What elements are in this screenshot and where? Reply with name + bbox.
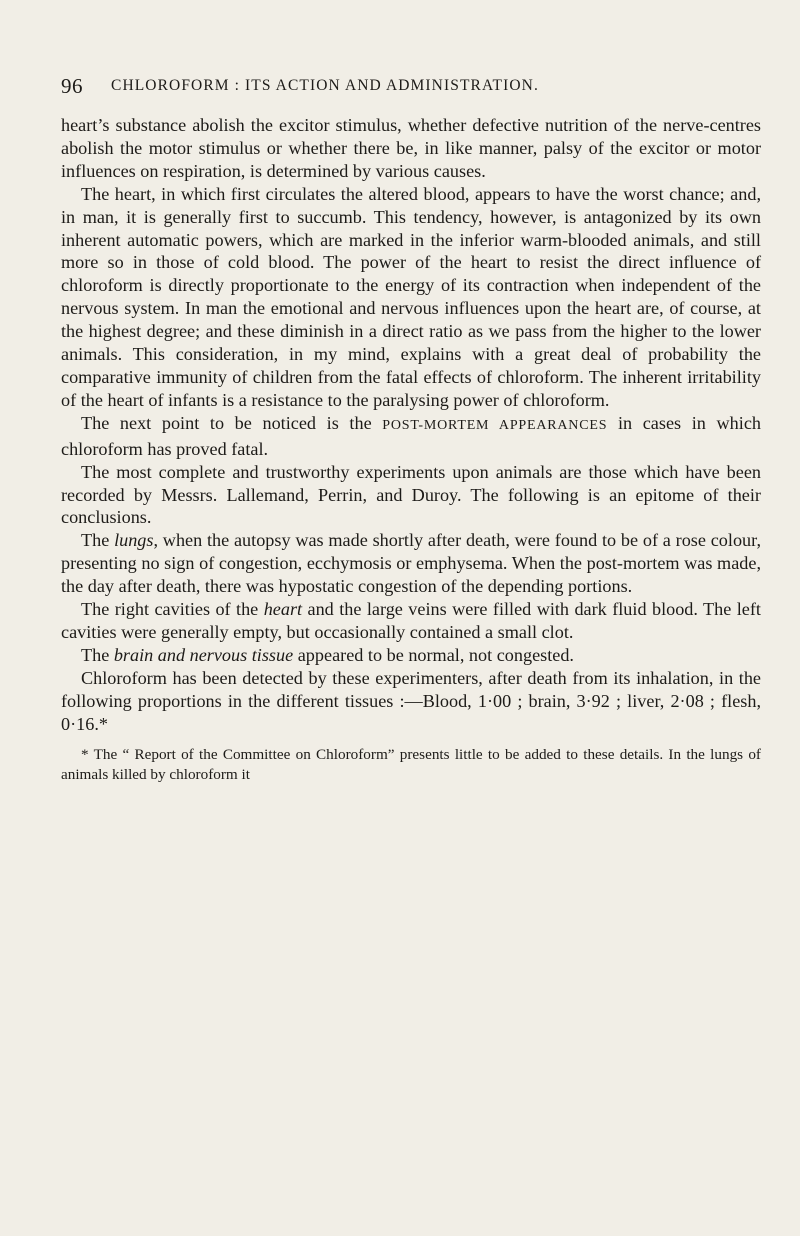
page-number: 96 [61, 74, 83, 98]
paragraph-5-text-b: , when the autopsy was made shortly after death, were found to be of a rose colour, presenting no sign of congestion, ecchymosis or emphysema. When the post-mortem was made, the day after death, there was hypostatic congestion of the depending portions. [61, 530, 762, 597]
paragraph-8: Chloroform has been detected by these experimenters, after death from its inhalation, in the following proportions in the different tissues :—Blood, 1·00 ; brain, 3·92 ; liver, 2·08 ; flesh, 0·16.* [61, 667, 761, 734]
paragraph-2: The heart, in which first circulates the altered blood, appears to have the worst chance; and, in man, it is generally first to succumb. This tendency, however, is antagonized by its own inherent automatic powers, which are marked in the inferior warm-blooded animals, and still more so in those of cold blood. The power of the heart to resist the direct influence of chloroform is directly proportionate to the energy of its contraction when independent of the nervous system. In man the emotional and nervous influences upon the heart are, of course, at the highest degree; and these diminish in a direct ratio as we pass from the higher to the lower animals. This consideration, in my mind, explains with a great deal of probability the comparative immunity of children from the fatal effects of chloroform. The inherent irritability of the heart of infants is a resistance to the paralysing power of chloroform. [61, 183, 761, 410]
paragraph-3 [61, 412, 761, 461]
paragraph-3-text-b: in cases in which chloroform has proved fatal. [61, 412, 761, 459]
paragraph-4: The most complete and trustworthy experiments upon animals are those which have been recorded by Messrs. Lallemand, Perrin, and Duroy. The following is an epitome of their conclusions. [61, 461, 761, 528]
paragraph-7-text-a: The [81, 644, 114, 665]
paragraph-7-text-b: appeared to be normal, not congested. [293, 644, 574, 665]
heart-term: heart [263, 599, 303, 620]
paragraph-7 [61, 644, 761, 667]
paragraph-6-text-b: and the large veins were filled with dark fluid blood. The left cavities were generally empty, but occasionally contained a small clot. [61, 599, 761, 642]
brain-nervous-tissue-term: brain and nervous tissue [113, 644, 294, 665]
paragraph-5-text-a: The [81, 530, 115, 551]
running-head [61, 72, 761, 102]
book-page [61, 72, 761, 785]
paragraph-5 [61, 529, 761, 598]
paragraph-6 [61, 598, 761, 644]
post-mortem-appearances-heading: POST-MORTEM APPEARANCES [382, 417, 608, 433]
body-text [61, 114, 761, 735]
footnote: * The “ Report of the Committee on Chloroform” presents little to be added to these details. In the lungs of animals killed by chloroform it [61, 746, 761, 784]
lungs-term: lungs [114, 530, 154, 551]
paragraph-1: heart’s substance abolish the excitor stimulus, whether defective nutrition of the nerve-centres abolish the motor stimulus or whether there be, in like manner, palsy of the excitor or motor influences on respiration, is determined by various causes. [61, 115, 761, 181]
paragraph-6-text-a: The right cavities of the [81, 599, 264, 620]
running-title: CHLOROFORM : ITS ACTION AND ADMINISTRATION. [111, 77, 539, 94]
paragraph-3-text-a: The next point to be noticed is the [81, 412, 383, 433]
